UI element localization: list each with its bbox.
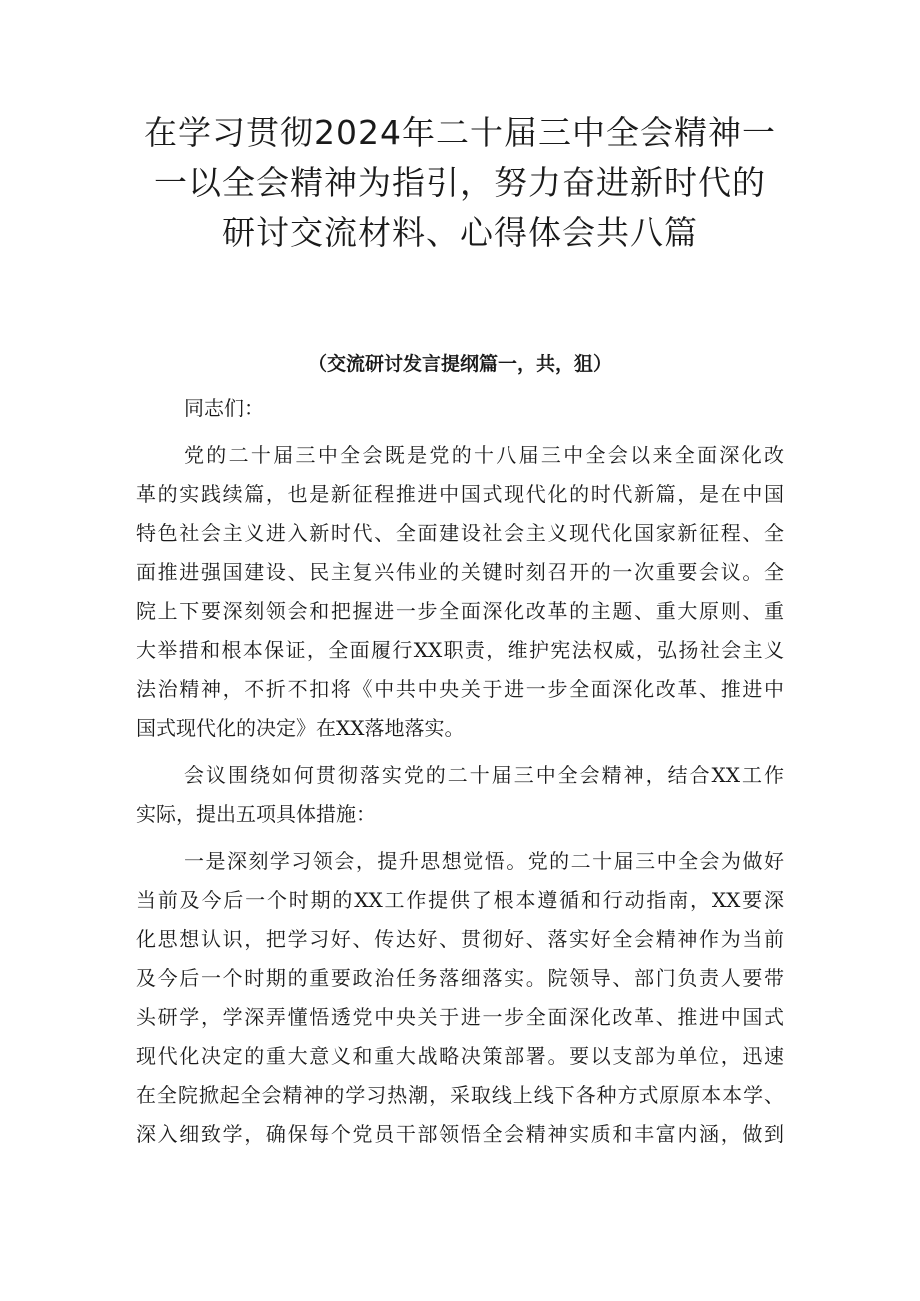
paragraph-line: 会议围绕如何贯彻落实党的二十届三中全会精神，结合XX工作 xyxy=(184,763,784,787)
title-line-2: 一以全会精神为指引，努力奋进新时代的 xyxy=(154,163,766,202)
paragraph-line: 国式现代化的决定》在XX落地落实。 xyxy=(136,716,465,740)
paragraph-line: 现代化决定的重大意义和重大战略决策部署。要以支部为单位，迅速 xyxy=(136,1044,784,1068)
section-subtitle: （交流研讨发言提纲篇一，共，狙） xyxy=(307,353,612,375)
paragraph-line: 法治精神，不折不扣将《中共中央关于进一步全面深化改革、推进中 xyxy=(136,677,784,701)
document-title xyxy=(136,108,784,258)
paragraph-line: 一是深刻学习领会，提升思想觉悟。党的二十届三中全会为做好 xyxy=(184,849,784,873)
paragraph-line: 党的二十届三中全会既是党的十八届三中全会以来全面深化改 xyxy=(184,443,784,467)
paragraph-line: 特色社会主义进入新时代、全面建设社会主义现代化国家新征程、全 xyxy=(136,521,784,545)
paragraph-line: 头研学，学深弄懂悟透党中央关于进一步全面深化改革、推进中国式 xyxy=(136,1005,784,1029)
paragraph-line: 大举措和根本保证，全面履行XX职责，维护宪法权威，弘扬社会主义 xyxy=(136,638,784,662)
paragraph-line: 化思想认识，把学习好、传达好、贯彻好、落实好全会精神作为当前 xyxy=(136,927,784,951)
paragraph-line: 面推进强国建设、民主复兴伟业的关键时刻召开的一次重要会议。全 xyxy=(136,560,784,584)
body-paragraph-2 xyxy=(136,756,784,834)
paragraph-line: 及今后一个时期的重要政治任务落细落实。院领导、部门负责人要带 xyxy=(136,966,784,990)
title-line-1: 在学习贯彻2024年二十届三中全会精神一 xyxy=(144,113,776,152)
paragraph-line: 在全院掀起全会精神的学习热潮，采取线上线下各种方式原原本本学、 xyxy=(136,1083,784,1107)
body-paragraph-1 xyxy=(136,436,784,748)
title-line-3: 研讨交流材料、心得体会共八篇 xyxy=(222,213,698,252)
salutation: 同志们： xyxy=(184,396,264,420)
paragraph-line: 深入细致学，确保每个党员干部领悟全会精神实质和丰富内涵，做到 xyxy=(136,1122,784,1146)
paragraph-line: 革的实践续篇，也是新征程推进中国式现代化的时代新篇，是在中国 xyxy=(136,482,784,506)
paragraph-line: 实际，提出五项具体措施： xyxy=(136,802,376,826)
body-paragraph-3 xyxy=(136,842,784,1154)
paragraph-line: 当前及今后一个时期的XX工作提供了根本遵循和行动指南，XX要深 xyxy=(136,888,784,912)
paragraph-line: 院上下要深刻领会和把握进一步全面深化改革的主题、重大原则、重 xyxy=(136,599,784,623)
